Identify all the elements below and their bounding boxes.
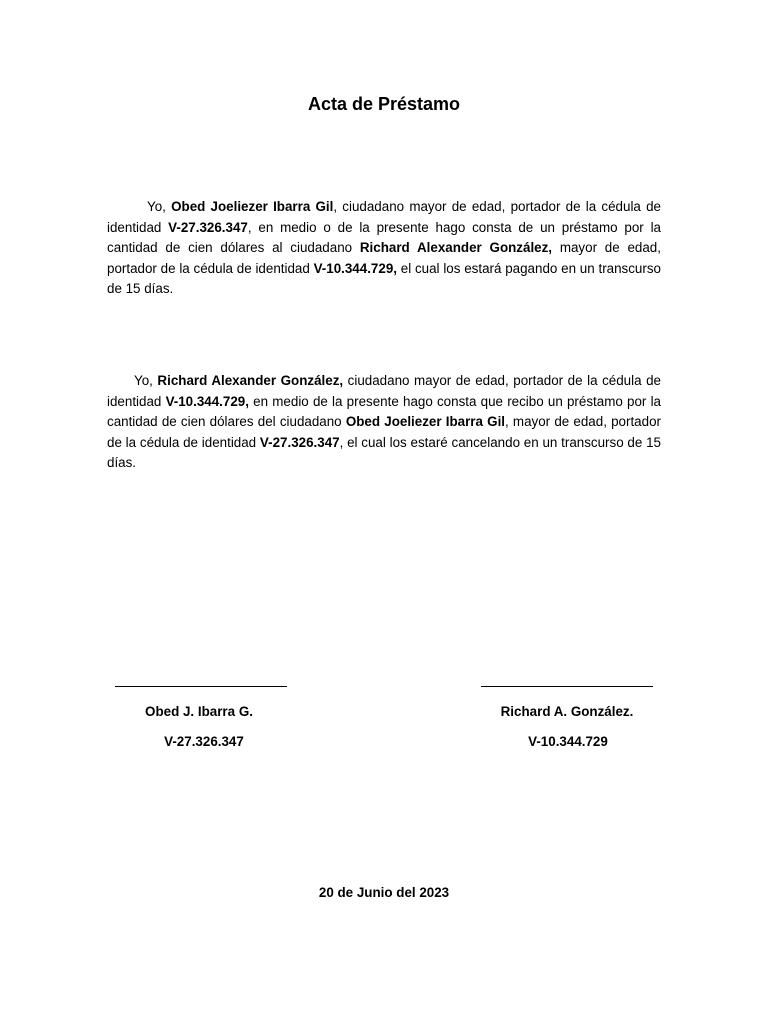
signature-line [115, 674, 287, 687]
text-segment: , ciudadano mayor de edad, portador de la cédula de identidad [107, 199, 661, 235]
document-title: Acta de Préstamo [307, 94, 461, 114]
lender-id: V-27.326.347 [259, 434, 340, 450]
paragraph-lender [107, 197, 661, 300]
signer-name: Obed J. Ibarra G. [145, 704, 253, 719]
signer-id: V-10.344.729 [528, 734, 608, 749]
signer-id: V-27.326.347 [164, 734, 244, 749]
document-date: 20 de Junio del 2023 [318, 885, 450, 900]
text-segment: Yo, [134, 373, 158, 388]
signature-line [481, 674, 653, 687]
borrower-name: Richard Alexander González, [157, 373, 344, 388]
borrower-name: Richard Alexander González, [359, 240, 553, 256]
borrower-id: V-10.344.729, [165, 393, 249, 409]
text-segment: , mayor de edad, portador de la cédula de identidad [107, 414, 661, 450]
text-segment: Yo, [147, 199, 172, 214]
text-segment: ciudadano mayor de edad, portador de la cédula de identidad [107, 373, 661, 409]
text-segment: el cual los estará pagando en un transcurso de 15 días. [107, 260, 661, 297]
text-segment: , en medio o de la presente hago consta de un préstamo por la cantidad de cien dólares al ciudadano [107, 219, 661, 256]
lender-id: V-27.326.347 [168, 219, 248, 235]
lender-name: Obed Joeliezer Ibarra Gil [345, 414, 506, 430]
borrower-id: V-10.344.729, [313, 260, 397, 276]
signer-name: Richard A. González. [500, 704, 634, 719]
paragraph-borrower [107, 371, 661, 474]
text-segment: , el cual los estaré cancelando en un transcurso de 15 días. [107, 434, 661, 471]
text-segment: mayor de edad, portador de la cédula de identidad [107, 240, 661, 276]
signature-block-borrower [472, 674, 662, 749]
text-segment: en medio de la presente hago consta que recibo un préstamo por la cantidad de cien dólares del ciudadano [107, 393, 661, 430]
lender-name: Obed Joeliezer Ibarra Gil [171, 199, 334, 214]
signature-block-lender [106, 674, 296, 749]
